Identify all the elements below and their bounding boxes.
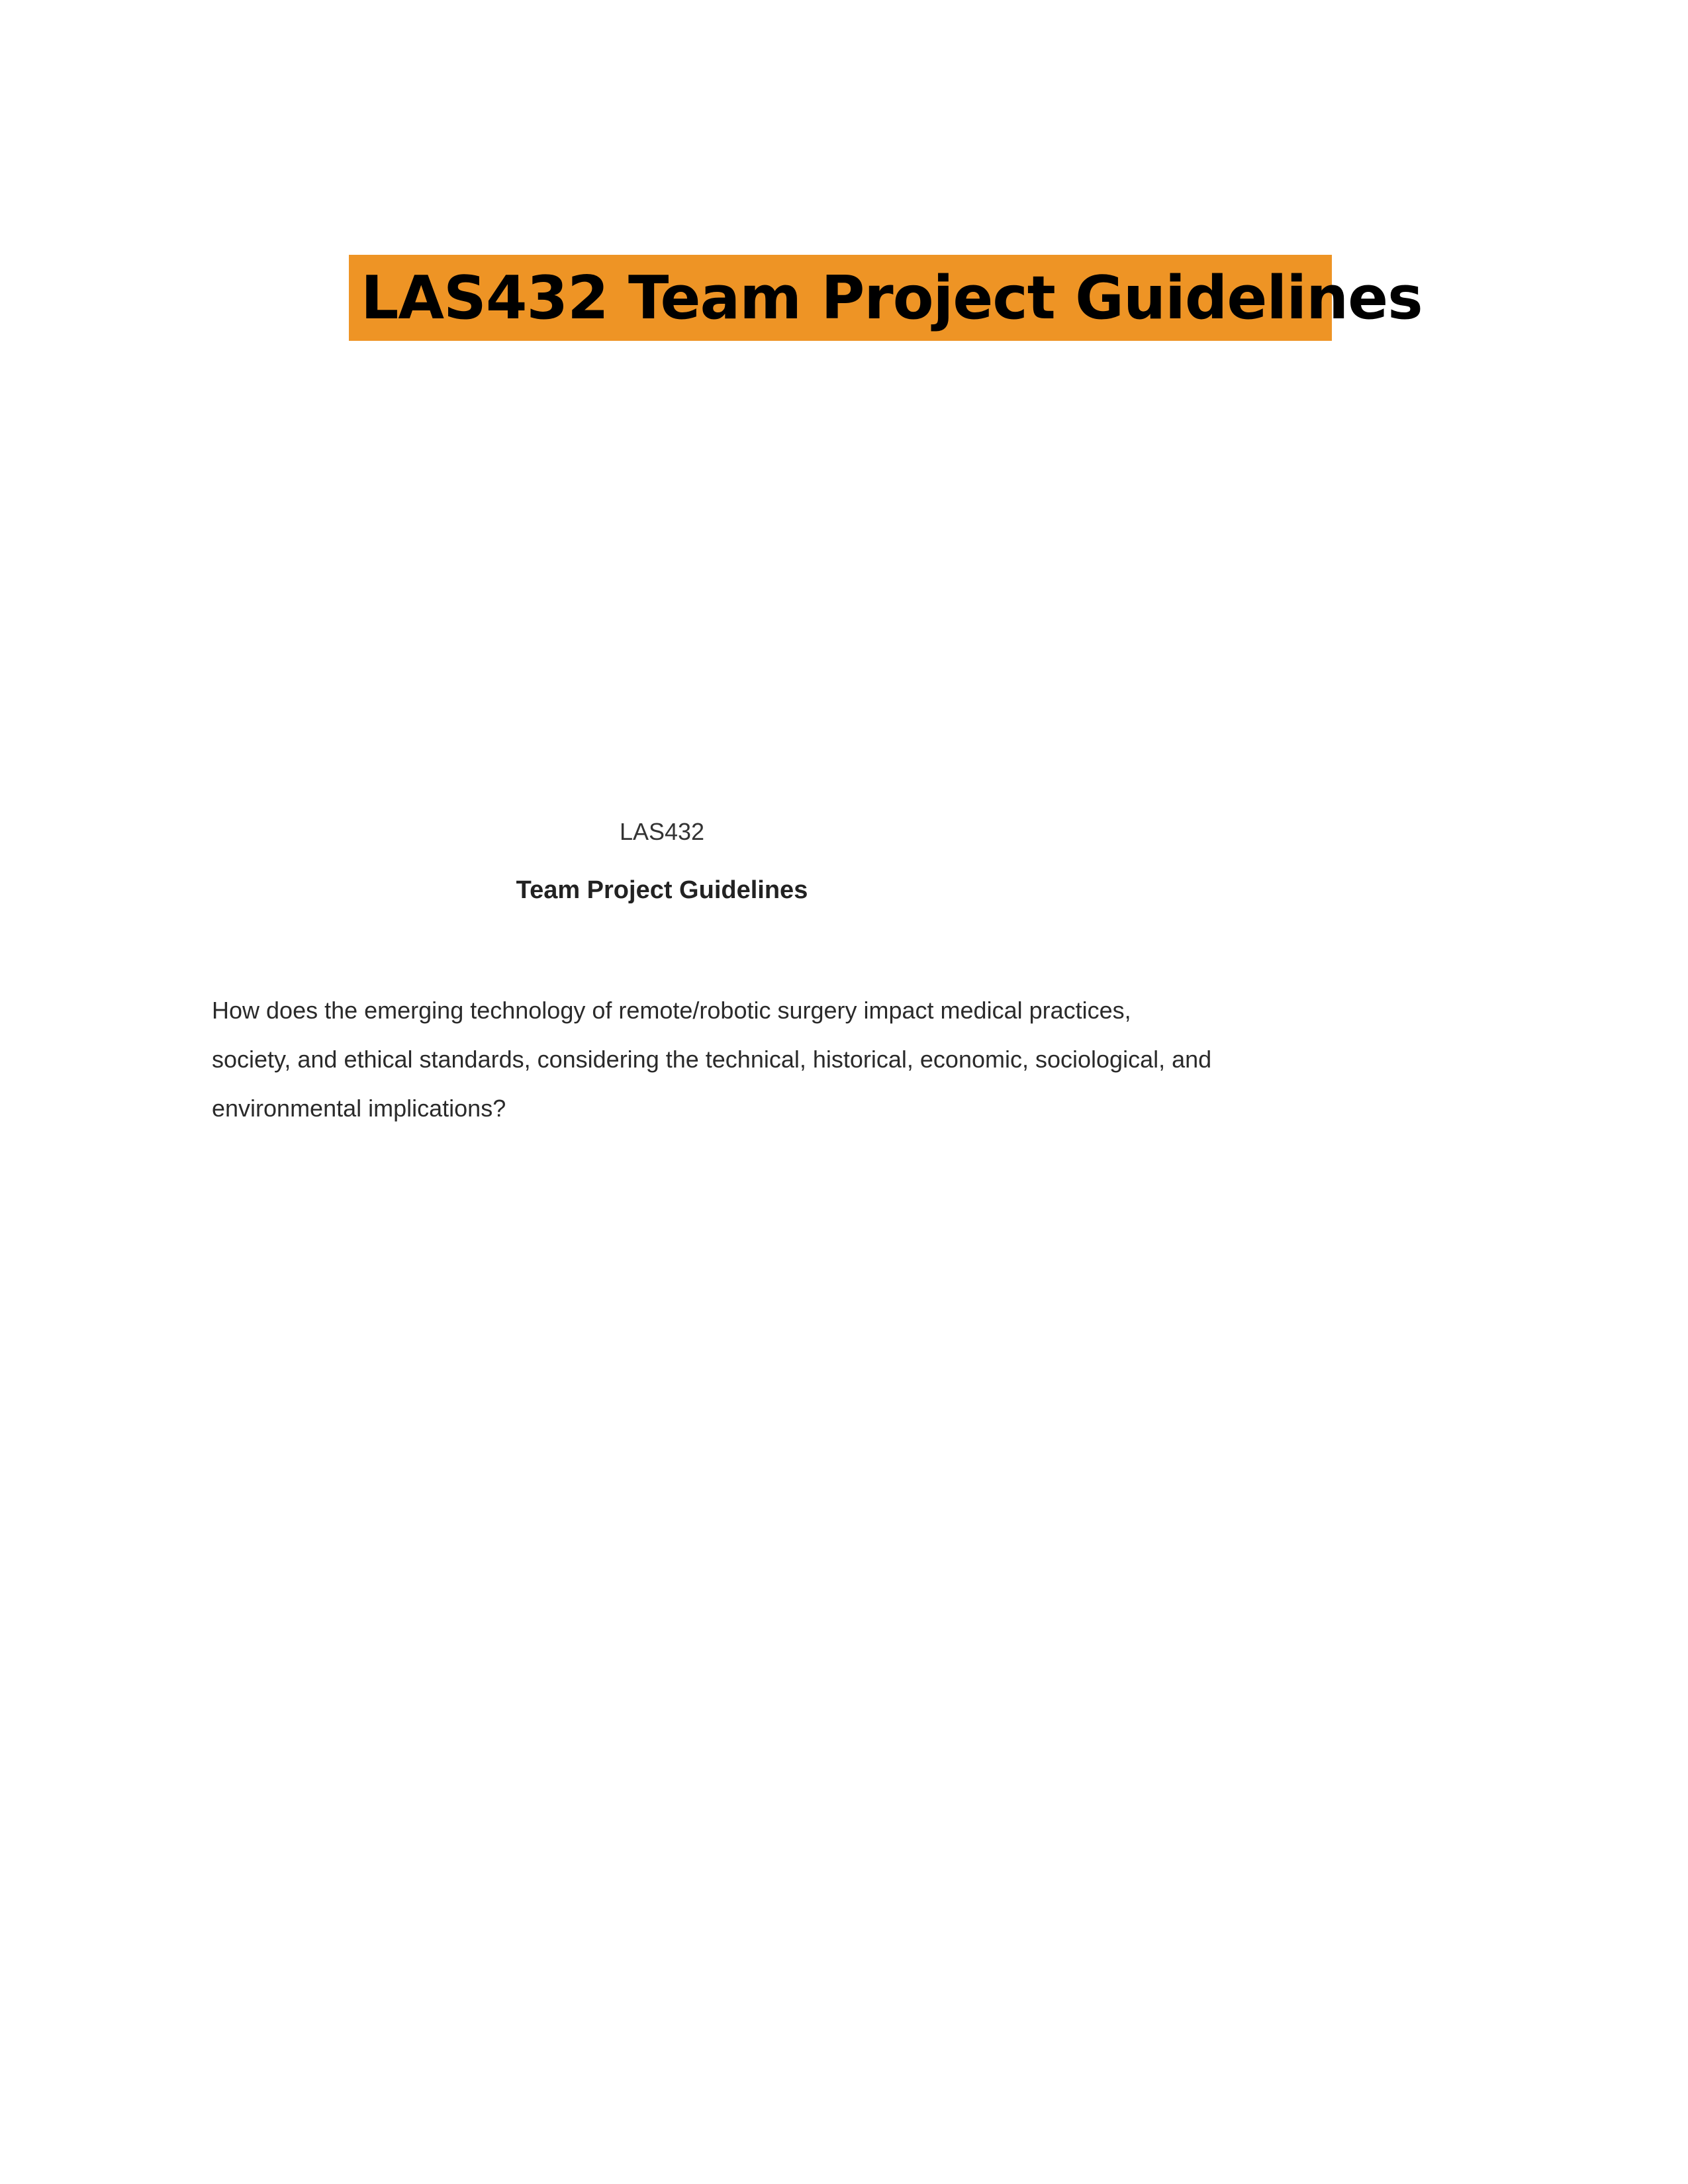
banner-title: LAS432 Team Project Guidelines xyxy=(361,263,1423,333)
research-question xyxy=(212,986,1284,1133)
question-line: society, and ethical standards, considering the technical, historical, economic, sociological, and xyxy=(212,1046,1212,1073)
question-line: environmental implications? xyxy=(212,1095,506,1122)
document-title: Team Project Guidelines xyxy=(516,876,808,904)
embedded-document-image xyxy=(199,794,1324,1165)
course-code: LAS432 xyxy=(619,818,705,845)
question-line: How does the emerging technology of remote/robotic surgery impact medical practices, xyxy=(212,997,1131,1024)
title-banner xyxy=(349,255,1423,341)
